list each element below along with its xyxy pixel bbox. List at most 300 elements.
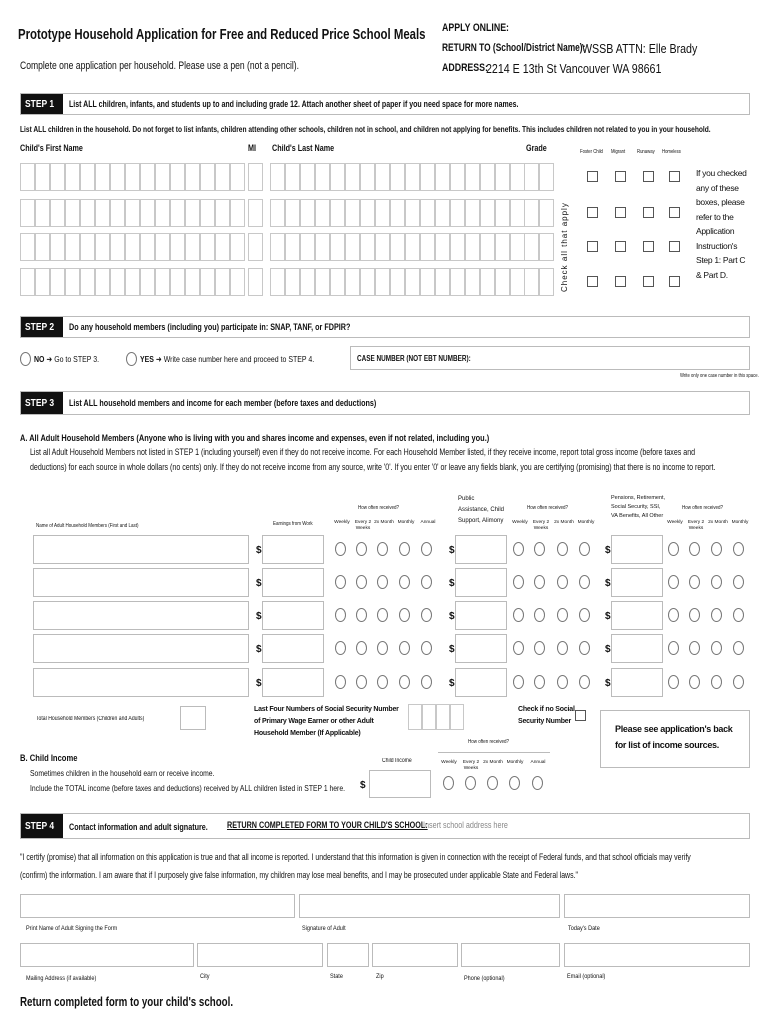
pensions-frequency-radio[interactable] xyxy=(711,608,722,622)
runaway-checkbox[interactable] xyxy=(643,171,654,182)
last-name-char-box[interactable] xyxy=(285,163,300,191)
first-name-char-box[interactable] xyxy=(20,233,35,261)
public-frequency-radio[interactable] xyxy=(534,542,545,556)
col-earnings: Earnings from Work xyxy=(273,521,313,527)
first-name-char-box[interactable] xyxy=(35,268,50,296)
last-name-char-box[interactable] xyxy=(435,199,450,227)
check-migrant-label: Migrant xyxy=(611,149,626,155)
last-name-char-box[interactable] xyxy=(405,233,420,261)
pensions-frequency-radio[interactable] xyxy=(668,641,679,655)
last-name-char-box[interactable] xyxy=(330,268,345,296)
last-name-char-box[interactable] xyxy=(465,199,480,227)
frequency-header: 2x Month xyxy=(708,520,728,525)
last-name-char-box[interactable] xyxy=(345,233,360,261)
first-name-char-box[interactable] xyxy=(140,233,155,261)
first-name-char-box[interactable] xyxy=(20,199,35,227)
public-frequency-radio[interactable] xyxy=(579,608,590,622)
first-name-char-box[interactable] xyxy=(215,199,230,227)
first-name-char-box[interactable] xyxy=(65,163,80,191)
print-name-field[interactable] xyxy=(20,894,295,918)
last-name-char-box[interactable] xyxy=(285,199,300,227)
grade-box[interactable] xyxy=(524,233,539,261)
grade-box[interactable] xyxy=(539,199,554,227)
earnings-frequency-radio[interactable] xyxy=(377,608,388,622)
earnings-frequency-radio[interactable] xyxy=(335,675,346,689)
adult-name-field[interactable] xyxy=(33,535,249,564)
signature-field[interactable] xyxy=(299,894,560,918)
public-assistance-field[interactable] xyxy=(455,668,507,697)
public-frequency-radio[interactable] xyxy=(534,641,545,655)
last-name-char-box[interactable] xyxy=(420,163,435,191)
date-field[interactable] xyxy=(564,894,750,918)
no-ssn-checkbox[interactable] xyxy=(575,710,586,721)
first-name-char-box[interactable] xyxy=(215,233,230,261)
last-name-char-box[interactable] xyxy=(330,233,345,261)
first-name-char-box[interactable] xyxy=(110,199,125,227)
earnings-field[interactable] xyxy=(262,535,324,564)
last-name-char-box[interactable] xyxy=(510,268,525,296)
earnings-frequency-radio[interactable] xyxy=(335,641,346,655)
last-name-char-box[interactable] xyxy=(435,163,450,191)
pensions-frequency-radio[interactable] xyxy=(733,575,744,589)
last-name-char-box[interactable] xyxy=(345,163,360,191)
first-name-char-box[interactable] xyxy=(125,199,140,227)
first-name-char-box[interactable] xyxy=(80,233,95,261)
last-name-char-box[interactable] xyxy=(360,163,375,191)
earnings-field[interactable] xyxy=(262,601,324,630)
pensions-frequency-radio[interactable] xyxy=(689,575,700,589)
last-name-char-box[interactable] xyxy=(360,268,375,296)
first-name-char-box[interactable] xyxy=(185,199,200,227)
public-frequency-radio[interactable] xyxy=(557,608,568,622)
last-name-char-box[interactable] xyxy=(330,199,345,227)
last-name-char-box[interactable] xyxy=(300,199,315,227)
foster-checkbox[interactable] xyxy=(587,171,598,182)
last-name-char-box[interactable] xyxy=(390,233,405,261)
adult-name-field[interactable] xyxy=(33,668,249,697)
last-name-char-box[interactable] xyxy=(315,233,330,261)
last-name-char-box[interactable] xyxy=(435,268,450,296)
see-back-text: Please see application's back for list of income sources. xyxy=(615,724,733,750)
first-name-char-box[interactable] xyxy=(65,199,80,227)
last-name-char-box[interactable] xyxy=(315,199,330,227)
adult-name-field[interactable] xyxy=(33,634,249,663)
first-name-char-box[interactable] xyxy=(215,268,230,296)
last-name-char-box[interactable] xyxy=(510,233,525,261)
public-frequency-radio[interactable] xyxy=(513,675,524,689)
last-name-char-box[interactable] xyxy=(360,233,375,261)
grade-box[interactable] xyxy=(539,268,554,296)
email-field[interactable] xyxy=(564,943,750,967)
public-frequency-radio[interactable] xyxy=(579,675,590,689)
earnings-frequency-radio[interactable] xyxy=(335,575,346,589)
last-name-char-box[interactable] xyxy=(285,233,300,261)
pensions-frequency-radio[interactable] xyxy=(711,641,722,655)
earnings-dollar: $ xyxy=(256,644,262,655)
pensions-frequency-radio[interactable] xyxy=(668,675,679,689)
first-name-char-box[interactable] xyxy=(170,163,185,191)
earnings-dollar: $ xyxy=(256,611,262,622)
first-name-char-box[interactable] xyxy=(65,233,80,261)
address-value: 2214 E 13th St Vancouver WA 98661 xyxy=(486,61,662,76)
pensions-frequency-radio[interactable] xyxy=(711,575,722,589)
first-name-char-box[interactable] xyxy=(200,233,215,261)
pensions-frequency-radio[interactable] xyxy=(689,675,700,689)
earnings-frequency-radio[interactable] xyxy=(335,542,346,556)
grade-box[interactable] xyxy=(539,163,554,191)
last-name-char-box[interactable] xyxy=(300,233,315,261)
child-frequency-radio[interactable] xyxy=(532,776,543,790)
pensions-field[interactable] xyxy=(611,634,663,663)
first-name-char-box[interactable] xyxy=(80,163,95,191)
earnings-frequency-radio[interactable] xyxy=(356,641,367,655)
grade-box[interactable] xyxy=(524,199,539,227)
first-name-char-box[interactable] xyxy=(200,199,215,227)
frequency-header: Monthly xyxy=(577,520,595,525)
pensions-frequency-radio[interactable] xyxy=(689,542,700,556)
earnings-frequency-radio[interactable] xyxy=(335,608,346,622)
step2-bar xyxy=(20,316,750,338)
arrow-right-icon: ➜ xyxy=(46,354,53,364)
first-name-char-box[interactable] xyxy=(20,163,35,191)
first-name-char-box[interactable] xyxy=(50,233,65,261)
first-name-char-box[interactable] xyxy=(125,163,140,191)
earnings-frequency-radio[interactable] xyxy=(377,575,388,589)
last-name-char-box[interactable] xyxy=(390,268,405,296)
last-name-char-box[interactable] xyxy=(420,199,435,227)
last-name-char-box[interactable] xyxy=(300,163,315,191)
public-frequency-radio[interactable] xyxy=(557,542,568,556)
last-name-char-box[interactable] xyxy=(465,233,480,261)
first-name-char-box[interactable] xyxy=(65,268,80,296)
first-name-char-box[interactable] xyxy=(170,268,185,296)
pensions-field[interactable] xyxy=(611,568,663,597)
earnings-frequency-radio[interactable] xyxy=(399,675,410,689)
public-frequency-radio[interactable] xyxy=(513,641,524,655)
mi-box[interactable] xyxy=(248,268,263,296)
public-assistance-field[interactable] xyxy=(455,568,507,597)
grade-box[interactable] xyxy=(539,233,554,261)
earnings-frequency-radio[interactable] xyxy=(377,641,388,655)
last-name-char-box[interactable] xyxy=(345,199,360,227)
first-name-char-box[interactable] xyxy=(200,268,215,296)
zip-field[interactable] xyxy=(372,943,458,967)
last-name-char-box[interactable] xyxy=(360,199,375,227)
public-assistance-field[interactable] xyxy=(455,634,507,663)
foster-checkbox[interactable] xyxy=(587,207,598,218)
step1-bar xyxy=(20,93,750,115)
partB-title: B. Child Income xyxy=(20,753,78,764)
last-name-char-box[interactable] xyxy=(390,163,405,191)
pensions-frequency-radio[interactable] xyxy=(711,675,722,689)
first-name-char-box[interactable] xyxy=(140,199,155,227)
migrant-checkbox[interactable] xyxy=(615,207,626,218)
col-mi: MI xyxy=(248,143,256,153)
child-frequency-radio[interactable] xyxy=(509,776,520,790)
earnings-frequency-radio[interactable] xyxy=(421,641,432,655)
public-frequency-radio[interactable] xyxy=(557,575,568,589)
certify-text-1: "I certify (promise) that all information on this application is true and that all income is reported. I understand that this information is given in connection with the receipt of Federal funds, and that school officials may verify xyxy=(20,852,691,863)
earnings-field[interactable] xyxy=(262,568,324,597)
last-name-char-box[interactable] xyxy=(465,163,480,191)
first-name-char-box[interactable] xyxy=(230,199,245,227)
last-name-char-box[interactable] xyxy=(480,268,495,296)
first-name-char-box[interactable] xyxy=(125,233,140,261)
last-name-char-box[interactable] xyxy=(480,199,495,227)
public-assistance-field[interactable] xyxy=(455,601,507,630)
runaway-checkbox[interactable] xyxy=(643,207,654,218)
first-name-char-box[interactable] xyxy=(185,163,200,191)
first-name-char-box[interactable] xyxy=(110,268,125,296)
last-name-char-box[interactable] xyxy=(270,163,285,191)
first-name-char-box[interactable] xyxy=(20,268,35,296)
first-name-char-box[interactable] xyxy=(230,268,245,296)
city-label: City xyxy=(200,973,210,980)
pensions-field[interactable] xyxy=(611,668,663,697)
last-name-char-box[interactable] xyxy=(510,199,525,227)
public-dollar: $ xyxy=(449,578,455,589)
first-name-char-box[interactable] xyxy=(80,268,95,296)
ssn-digit-box[interactable] xyxy=(408,704,422,730)
school-address-placeholder[interactable]: Insert school address here xyxy=(423,820,508,830)
last-name-char-box[interactable] xyxy=(300,268,315,296)
step4-bar xyxy=(20,813,750,839)
last-name-char-box[interactable] xyxy=(405,199,420,227)
earnings-frequency-radio[interactable] xyxy=(421,542,432,556)
mi-box[interactable] xyxy=(248,233,263,261)
form-subtitle: Complete one application per household. Please use a pen (not a pencil). xyxy=(20,60,300,72)
pensions-frequency-radio[interactable] xyxy=(733,641,744,655)
public-frequency-radio[interactable] xyxy=(579,542,590,556)
step2-yes-radio[interactable] xyxy=(126,352,137,366)
last-name-char-box[interactable] xyxy=(405,268,420,296)
pensions-frequency-radio[interactable] xyxy=(689,608,700,622)
public-assistance-field[interactable] xyxy=(455,535,507,564)
first-name-char-box[interactable] xyxy=(185,233,200,261)
case-number-note: Write only one case number in this space. xyxy=(680,373,759,379)
public-frequency-radio[interactable] xyxy=(534,608,545,622)
last-name-char-box[interactable] xyxy=(495,268,510,296)
first-name-char-box[interactable] xyxy=(35,233,50,261)
public-frequency-radio[interactable] xyxy=(534,675,545,689)
earnings-frequency-radio[interactable] xyxy=(421,608,432,622)
mi-box[interactable] xyxy=(248,199,263,227)
pensions-frequency-radio[interactable] xyxy=(668,575,679,589)
last-name-char-box[interactable] xyxy=(390,199,405,227)
last-name-char-box[interactable] xyxy=(375,199,390,227)
last-name-char-box[interactable] xyxy=(375,163,390,191)
last-name-char-box[interactable] xyxy=(420,233,435,261)
adult-name-field[interactable] xyxy=(33,568,249,597)
last-name-char-box[interactable] xyxy=(270,233,285,261)
migrant-checkbox[interactable] xyxy=(615,276,626,287)
child-income-field[interactable] xyxy=(369,770,431,798)
last-name-char-box[interactable] xyxy=(495,199,510,227)
earnings-frequency-radio[interactable] xyxy=(399,608,410,622)
last-name-char-box[interactable] xyxy=(315,268,330,296)
last-name-char-box[interactable] xyxy=(270,199,285,227)
first-name-char-box[interactable] xyxy=(95,163,110,191)
first-name-char-box[interactable] xyxy=(50,199,65,227)
last-name-char-box[interactable] xyxy=(315,163,330,191)
pensions-dollar: $ xyxy=(605,644,611,655)
first-name-char-box[interactable] xyxy=(80,199,95,227)
pensions-frequency-radio[interactable] xyxy=(733,675,744,689)
ssn-digit-box[interactable] xyxy=(422,704,436,730)
step2-no-radio[interactable] xyxy=(20,352,31,366)
pensions-field[interactable] xyxy=(611,601,663,630)
public-frequency-radio[interactable] xyxy=(513,542,524,556)
last-name-char-box[interactable] xyxy=(450,163,465,191)
grade-box[interactable] xyxy=(524,268,539,296)
first-name-char-box[interactable] xyxy=(155,233,170,261)
migrant-checkbox[interactable] xyxy=(615,171,626,182)
step2-no-text xyxy=(34,354,99,365)
earnings-dollar: $ xyxy=(256,678,262,689)
runaway-checkbox[interactable] xyxy=(643,241,654,252)
first-name-char-box[interactable] xyxy=(215,163,230,191)
runaway-checkbox[interactable] xyxy=(643,276,654,287)
mi-box[interactable] xyxy=(248,163,263,191)
last-name-char-box[interactable] xyxy=(495,233,510,261)
first-name-char-box[interactable] xyxy=(230,163,245,191)
earnings-frequency-radio[interactable] xyxy=(377,542,388,556)
ssn-digit-box[interactable] xyxy=(450,704,464,730)
public-frequency-radio[interactable] xyxy=(557,641,568,655)
earnings-dollar: $ xyxy=(256,578,262,589)
last-name-char-box[interactable] xyxy=(270,268,285,296)
earnings-frequency-radio[interactable] xyxy=(356,608,367,622)
first-name-char-box[interactable] xyxy=(155,268,170,296)
pensions-frequency-radio[interactable] xyxy=(733,542,744,556)
first-name-char-box[interactable] xyxy=(200,163,215,191)
pensions-frequency-radio[interactable] xyxy=(689,641,700,655)
first-name-char-box[interactable] xyxy=(155,199,170,227)
last-name-char-box[interactable] xyxy=(405,163,420,191)
last-name-char-box[interactable] xyxy=(465,268,480,296)
last-name-char-box[interactable] xyxy=(510,163,525,191)
public-frequency-radio[interactable] xyxy=(579,575,590,589)
first-name-char-box[interactable] xyxy=(50,268,65,296)
foster-checkbox[interactable] xyxy=(587,276,598,287)
homeless-checkbox[interactable] xyxy=(669,207,680,218)
phone-field[interactable] xyxy=(461,943,560,967)
zip-label: Zip xyxy=(376,973,384,980)
first-name-char-box[interactable] xyxy=(95,199,110,227)
child-frequency-radio[interactable] xyxy=(443,776,454,790)
adult-name-field[interactable] xyxy=(33,601,249,630)
last-name-char-box[interactable] xyxy=(435,233,450,261)
first-name-char-box[interactable] xyxy=(170,233,185,261)
earnings-frequency-radio[interactable] xyxy=(356,542,367,556)
last-name-char-box[interactable] xyxy=(420,268,435,296)
pensions-frequency-radio[interactable] xyxy=(668,542,679,556)
step1-title: List ALL children, infants, and students up to and including grade 12. Attach another sheet of paper if you need space for more names. xyxy=(69,99,519,109)
partA-text-1: List all Adult Household Members not listed in STEP 1 (including yourself) even if they do not receive income. For each Household Member listed, if they receive income, report total gross income (before taxes and xyxy=(30,447,696,458)
pensions-frequency-radio[interactable] xyxy=(711,542,722,556)
total-members-field[interactable] xyxy=(180,706,206,730)
ssn-digit-box[interactable] xyxy=(436,704,450,730)
earnings-frequency-radio[interactable] xyxy=(421,575,432,589)
earnings-frequency-radio[interactable] xyxy=(421,675,432,689)
step2-label: STEP 2 xyxy=(21,317,63,337)
first-name-char-box[interactable] xyxy=(170,199,185,227)
earnings-frequency-radio[interactable] xyxy=(399,641,410,655)
child-dollar: $ xyxy=(360,780,366,791)
last-name-char-box[interactable] xyxy=(495,163,510,191)
homeless-checkbox[interactable] xyxy=(669,276,680,287)
public-frequency-radio[interactable] xyxy=(513,575,524,589)
first-name-char-box[interactable] xyxy=(110,233,125,261)
last-name-char-box[interactable] xyxy=(330,163,345,191)
earnings-field[interactable] xyxy=(262,634,324,663)
step2-title: Do any household members (including you) participate in: SNAP, TANF, or FDPIR? xyxy=(69,322,351,332)
migrant-checkbox[interactable] xyxy=(615,241,626,252)
last-name-char-box[interactable] xyxy=(345,268,360,296)
pensions-field[interactable] xyxy=(611,535,663,564)
mailing-address-field[interactable] xyxy=(20,943,194,967)
city-field[interactable] xyxy=(197,943,323,967)
first-name-char-box[interactable] xyxy=(125,268,140,296)
first-name-char-box[interactable] xyxy=(95,233,110,261)
yes-label: YES xyxy=(140,354,154,364)
first-name-char-box[interactable] xyxy=(155,163,170,191)
last-name-char-box[interactable] xyxy=(375,233,390,261)
public-dollar: $ xyxy=(449,611,455,622)
check-homeless-label: Homeless xyxy=(662,149,681,155)
case-number-field[interactable] xyxy=(350,346,750,370)
public-frequency-radio[interactable] xyxy=(557,675,568,689)
no-go-text: Go to STEP 3. xyxy=(54,354,100,364)
first-name-char-box[interactable] xyxy=(140,268,155,296)
last-name-char-box[interactable] xyxy=(480,163,495,191)
first-name-char-box[interactable] xyxy=(35,163,50,191)
last-name-char-box[interactable] xyxy=(450,199,465,227)
first-name-char-box[interactable] xyxy=(110,163,125,191)
first-name-char-box[interactable] xyxy=(50,163,65,191)
earnings-frequency-radio[interactable] xyxy=(356,575,367,589)
earnings-frequency-radio[interactable] xyxy=(399,575,410,589)
pensions-frequency-radio[interactable] xyxy=(733,608,744,622)
public-frequency-radio[interactable] xyxy=(534,575,545,589)
last-name-char-box[interactable] xyxy=(480,233,495,261)
earnings-frequency-radio[interactable] xyxy=(399,542,410,556)
earnings-frequency-radio[interactable] xyxy=(377,675,388,689)
pensions-frequency-radio[interactable] xyxy=(668,608,679,622)
last-name-char-box[interactable] xyxy=(375,268,390,296)
last-name-char-box[interactable] xyxy=(285,268,300,296)
foster-checkbox[interactable] xyxy=(587,241,598,252)
first-name-char-box[interactable] xyxy=(185,268,200,296)
state-field[interactable] xyxy=(327,943,369,967)
frequency-header: 2x Month xyxy=(554,520,574,525)
child-frequency-radio[interactable] xyxy=(487,776,498,790)
first-name-char-box[interactable] xyxy=(230,233,245,261)
first-name-char-box[interactable] xyxy=(95,268,110,296)
earnings-frequency-radio[interactable] xyxy=(356,675,367,689)
first-name-char-box[interactable] xyxy=(140,163,155,191)
grade-box[interactable] xyxy=(524,163,539,191)
child-frequency-radio[interactable] xyxy=(465,776,476,790)
homeless-checkbox[interactable] xyxy=(669,241,680,252)
public-frequency-radio[interactable] xyxy=(579,641,590,655)
earnings-field[interactable] xyxy=(262,668,324,697)
first-name-char-box[interactable] xyxy=(35,199,50,227)
last-name-char-box[interactable] xyxy=(450,233,465,261)
homeless-checkbox[interactable] xyxy=(669,171,680,182)
public-frequency-radio[interactable] xyxy=(513,608,524,622)
last-name-char-box[interactable] xyxy=(450,268,465,296)
